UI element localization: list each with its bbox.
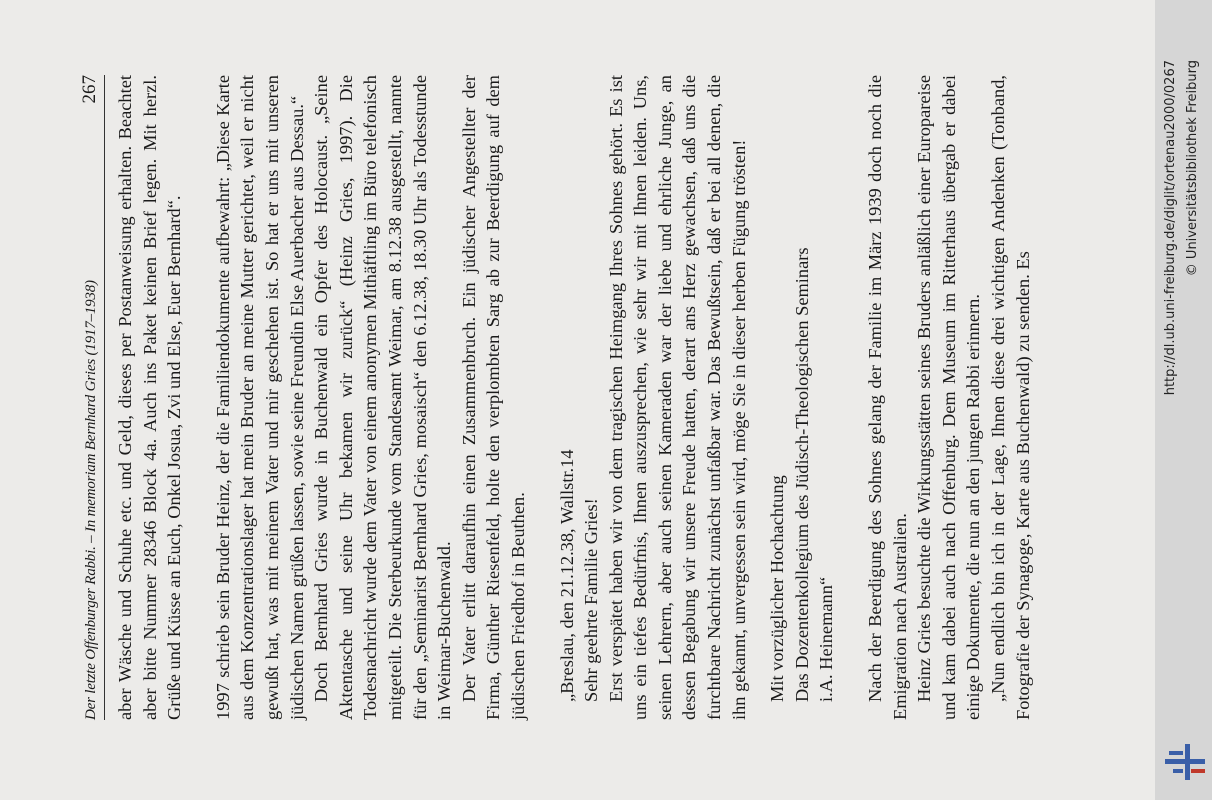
letter-body: Erst verspätet haben wir von dem tragischen Heimgang Ihres Sohnes gehört. Es ist uns ein tiefes Bedürfnis, Ihnen auszusprechen, wie sehr wir mit Ihnen leiden. Uns, seinen Lehrern, aber auch seinen Kameraden war der liebe und ehrliche Junge, an dessen Begabung wir unsere Freude hatten, derart ans Herz gewachsen, daß uns die furchtbare Nachricht zunächst unfaßbar war. Das Bewußtsein, daß er bei all denen, die ihn gekannt, unvergessen sein wird, möge Sie in dieser herben Fügung trösten! (605, 75, 749, 720)
paragraph: Nach der Beerdigung des Sohnes gelang der Familie im März 1939 doch noch die Emigration nach Australien. (865, 75, 910, 720)
body-text (113, 75, 1035, 720)
letter-block (555, 75, 604, 720)
closing-line: Mit vorzüglicher Hochachtung (767, 475, 788, 702)
page-header (78, 75, 105, 720)
letter-place-date: „Breslau, den 21.12.38, Wallstr.14 (556, 449, 577, 702)
copyright-notice: © Universitätsbibliothek Freiburg (1185, 60, 1200, 277)
letter-salutation: Sehr geehrte Familie Gries! (581, 498, 602, 702)
paragraph: Doch Bernhard Gries wurde in Buchenwald ein Opfer des Holocaust. „Seine Aktentasche und seine Uhr bekamen wir zurück“ (Heinz Gries, 1997). Die Todesnachricht wurde dem Vater von einem anonymen Mithäftling im Büro telefonisch mitgeteilt. Die Sterbeurkunde vom Standesamt Weimar, am 8.12.38 ausgestellt, nannte für den „Seminarist Bernhard Gries, mosaisch“ den 6.12.38, 18.30 Uhr als Todesstunde in Weimar-Buchenwald. (311, 75, 455, 720)
source-url[interactable]: http://dl.ub.uni-freiburg.de/diglit/ortenau2000/0267 (1163, 60, 1178, 396)
paragraph: aber Wäsche und Schuhe etc. und Geld, dieses per Postanweisung erhalten. Beachtet aber bitte Nummer 28346 Block 4a. Auch ins Paket keinen Brief legen. Mit herzl. Grüße und Küsse an Euch, Onkel Josua, Zvi und Else, Euer Bernhard“. (115, 75, 185, 720)
sidebar-text (1155, 0, 1212, 800)
closing-signature: i.A. Heinemann“ (816, 576, 837, 702)
paragraph: 1997 schrieb sein Bruder Heinz, der die Familiendokumente aufbewahrt: „Diese Karte aus dem Konzentrationslager hat mein Bruder an meine Mutter gerichtet, weil er nicht gewußt hat, was mit meinem Vater und mir geschehen ist. So hat er uns mit unseren jüdischen Namen grüßen lassen, sowie seine Freundin Else Auerbacher aus Dessau.“ (212, 75, 307, 720)
letter-closing (765, 75, 839, 720)
ub-freiburg-logo-icon (1163, 744, 1207, 780)
paragraph: Der Vater erlitt daraufhin einen Zusammenbruch. Ein jüdischer Angestellter der Firma, Günther Riesenfeld, holte den verplombten Sarg ab zur Beerdigung auf dem jüdischen Friedhof in Beuthen. (458, 75, 528, 720)
page-number: 267 (79, 75, 100, 104)
paragraph: Heinz Gries besuchte die Wirkungsstätten seines Bruders anläßlich einer Europareise und kam dabei auch nach Offenburg. Dem Museum im Ritterhaus übergab er dabei einige Dokumente, die nun an den jungen Rabbi erinnern. (914, 75, 984, 720)
closing-line: Das Dozentenkollegium des Jüdisch-Theologischen Seminars (791, 247, 812, 702)
viewer-sidebar (1155, 0, 1212, 800)
paragraph: „Nun endlich bin ich in der Lage, Ihnen diese drei wichtigen Andenken (Tonband, Fotografie der Synagoge, Karte aus Buchenwald) zu senden. Es (988, 75, 1033, 720)
running-title: Der letzte Offenburger Rabbi. – In memoriam Bernhard Gries (1917–1938) (83, 280, 99, 720)
